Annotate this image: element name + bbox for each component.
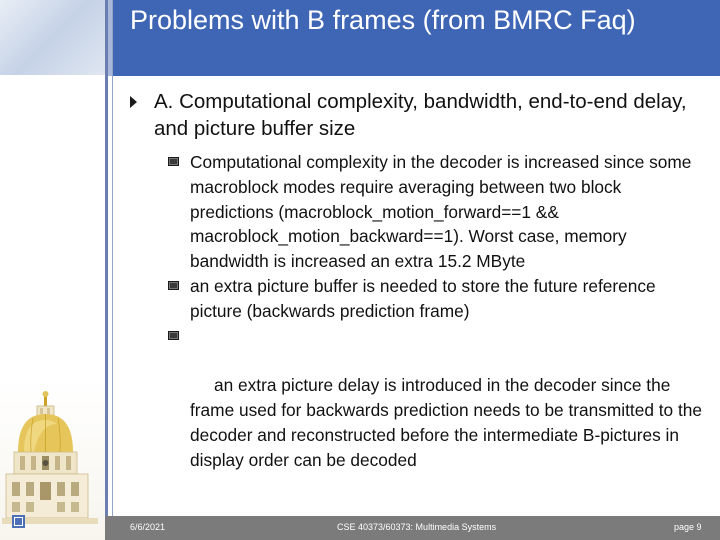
sub-point-list [168,150,707,497]
sub-point [168,150,703,274]
corner-square-fill [15,518,22,525]
main-point [130,88,700,142]
square-bullet-icon [168,281,179,290]
sub-point-text: an extra picture buffer is needed to store the future reference picture (backwards prediction frame) [190,275,656,321]
footer-date: 6/6/2021 [130,522,166,532]
footer-page-number: page 9 [674,522,702,532]
main-point-text: A. Computational complexity, bandwidth, end-to-end delay, and picture buffer size [154,90,687,140]
golden-dome-icon [0,390,105,535]
sub-point-text: an extra picture delay is introduced in the decoder since the frame used for backwards prediction needs to be transmitted to the decoder and reconstructed before the intermediate B-pictures in display order can be decoded [190,375,707,470]
sub-point-text: Computational complexity in the decoder is increased since some macroblock modes require averaging between two block predictions (macroblock_motion_forward==1 && macroblock_motion_backward==1). Worst case, memory bandwidth is increased an extra 15.2 MByte [190,152,692,272]
footer-course: CSE 40373/60373: Multimedia Systems [337,522,497,532]
sub-point [168,324,707,498]
left-corner-gradient [0,0,105,75]
square-bullet-icon [168,331,179,340]
triangle-bullet-icon [130,96,137,108]
sub-point [168,274,703,324]
accent-vertical-line-thin [112,0,113,540]
square-bullet-icon [168,157,179,166]
slide-title: Problems with B frames (from BMRC Faq) [130,5,636,35]
accent-vertical-line [105,0,108,540]
title-band-edge [108,0,112,76]
